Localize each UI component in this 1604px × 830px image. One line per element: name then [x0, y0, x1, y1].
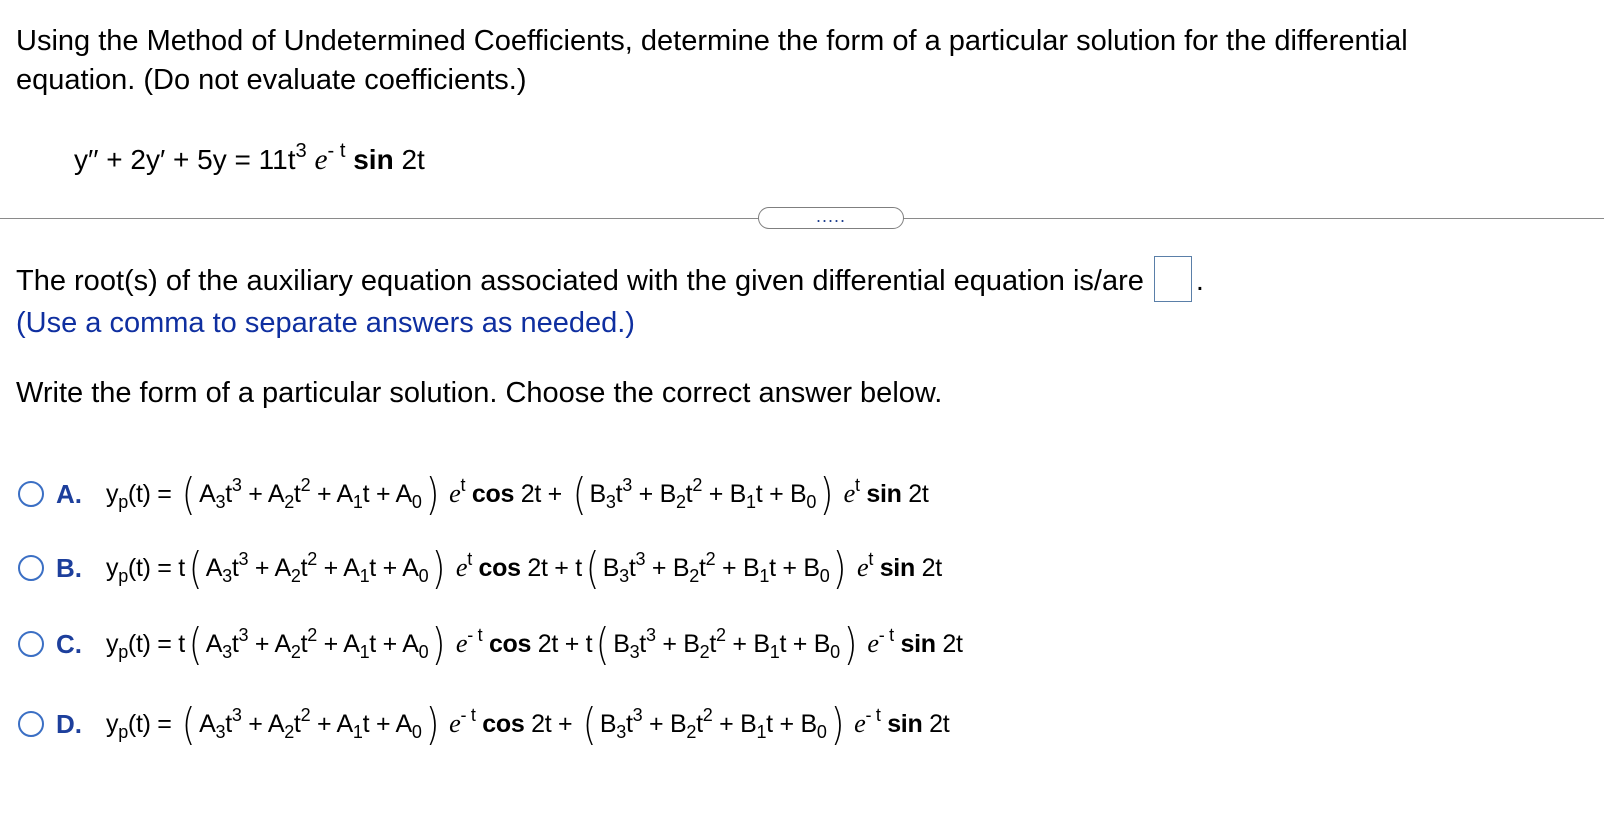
- coef-A0: A: [402, 630, 419, 658]
- plus-sign: +: [248, 710, 263, 738]
- coef-sub: 3: [619, 565, 629, 586]
- coef-A3: A: [199, 480, 216, 508]
- plus-sign: +: [382, 554, 397, 582]
- coef-A2: A: [274, 630, 291, 658]
- coef-A3: A: [205, 630, 223, 658]
- hint-text: (Use a comma to separate answers as needed.): [16, 307, 635, 339]
- exp-power: t: [868, 548, 874, 569]
- var-t: t: [698, 554, 706, 582]
- var-t: t: [755, 480, 763, 508]
- plus-sign: +: [792, 630, 808, 658]
- choice-letter-d: D.: [56, 708, 82, 739]
- var-t: t: [300, 630, 308, 658]
- coef-sub: 1: [769, 641, 780, 662]
- coef-B1: B: [740, 710, 757, 738]
- var-t: t: [615, 480, 623, 508]
- coef-sub: 2: [290, 565, 301, 586]
- plus-sign: +: [554, 554, 569, 582]
- exp-e: e: [449, 709, 461, 738]
- coef-sub: 2: [675, 491, 686, 512]
- coef-A1: A: [343, 630, 360, 658]
- question-roots: [16, 256, 1204, 302]
- power: 2: [300, 704, 311, 725]
- choice-expr-a: $y_p(t)$ = ( $A_3t^3 + A_2t^2 + A_1t + A_0$) $e^t$ cos 2t + ( $B_3t^3 + B_2t^2 + B_1t + B_0$) $e^t$ sin 2t: [106, 469, 929, 520]
- coef-B3: B: [589, 480, 606, 508]
- coef-B0: B: [790, 480, 807, 508]
- choice-letter-c: C.: [56, 628, 82, 659]
- yp-arg: (t) =: [127, 710, 172, 738]
- sin-fn: sin: [887, 710, 923, 738]
- yp-sub: p: [118, 721, 128, 742]
- var-t: t: [231, 554, 239, 582]
- equation-t-exponent: 3: [295, 139, 307, 162]
- coef-sub: 2: [699, 641, 710, 662]
- prompt-text: [16, 22, 1586, 100]
- cos-fn: cos: [482, 710, 525, 738]
- var-t: t: [625, 710, 633, 738]
- choice-a[interactable]: [18, 469, 929, 520]
- var-t: t: [709, 630, 717, 658]
- sin-fn: sin: [866, 480, 902, 508]
- coef-sub: 3: [616, 721, 626, 742]
- var-t: t: [639, 630, 646, 658]
- coef-sub: 3: [215, 491, 226, 512]
- var-t: t: [369, 630, 376, 658]
- coef-A3: A: [199, 710, 216, 738]
- power: 3: [231, 704, 242, 725]
- choice-letter-b: B.: [56, 552, 82, 583]
- var-t: t: [231, 630, 239, 658]
- power: 3: [238, 624, 249, 645]
- coef-sub: 1: [759, 565, 770, 586]
- coef-B0: B: [813, 630, 831, 658]
- power: 3: [622, 474, 632, 495]
- plus-sign: +: [662, 630, 677, 658]
- coef-B3: B: [599, 710, 617, 738]
- trig-arg: 2t: [908, 480, 929, 508]
- var-t: t: [779, 630, 787, 658]
- power: 2: [300, 474, 311, 495]
- power: 2: [692, 474, 703, 495]
- equation-trig-arg: 2t: [401, 144, 425, 175]
- yp: y: [106, 710, 119, 738]
- var-t: t: [293, 480, 301, 508]
- plus-sign: +: [769, 480, 784, 508]
- coef-sub: 3: [629, 641, 640, 662]
- var-t: t: [696, 710, 703, 738]
- coef-sub: 3: [215, 721, 226, 742]
- choice-c[interactable]: [18, 619, 963, 670]
- var-t: t: [293, 710, 301, 738]
- coef-sub: 2: [284, 491, 294, 512]
- coef-A2: A: [267, 480, 285, 508]
- trig-arg: 2t: [520, 480, 541, 508]
- radio-b[interactable]: [18, 555, 44, 581]
- var-t: t: [766, 710, 773, 738]
- power: 3: [231, 474, 242, 495]
- cos-fn: cos: [478, 554, 521, 582]
- exp-e: e: [854, 709, 866, 738]
- prefix-t: t: [575, 554, 582, 582]
- yp-arg: (t) =: [127, 480, 172, 508]
- coef-sub: 0: [816, 721, 827, 742]
- expand-button[interactable]: .....: [758, 207, 904, 229]
- power: 3: [635, 548, 646, 569]
- coef-sub: 1: [352, 491, 363, 512]
- plus-sign: +: [375, 710, 391, 738]
- coef-B2: B: [683, 630, 700, 658]
- plus-sign: +: [651, 554, 667, 582]
- coef-sub: 0: [418, 565, 429, 586]
- question-roots-text: The root(s) of the auxiliary equation associated with the given differential equation is/are: [16, 265, 1144, 297]
- choice-expr-d: $y_p(t)$ = ( $A_3t^3 + A_2t^2 + A_1t + A_0$) $e^{- t}$ cos 2t + ( $B_3t^3 + B_2t^2 + B_1t + B_0$) $e^{- t}$ sin 2t: [106, 699, 950, 750]
- coef-B3: B: [602, 554, 620, 582]
- yp-arg: (t) =: [127, 554, 172, 582]
- differential-equation: [74, 140, 425, 180]
- coef-sub: 1: [359, 641, 370, 662]
- var-t: t: [362, 480, 370, 508]
- var-t: t: [369, 554, 376, 582]
- prefix-t: t: [178, 554, 185, 582]
- coef-B2: B: [672, 554, 690, 582]
- plus-sign: +: [254, 630, 270, 658]
- trig-arg: 2t: [531, 710, 552, 738]
- power: 3: [632, 704, 643, 725]
- equation-e: e: [314, 144, 328, 176]
- coef-A2: A: [274, 554, 291, 582]
- power: 2: [716, 624, 726, 645]
- plus-sign: +: [779, 710, 794, 738]
- coef-B1: B: [753, 630, 770, 658]
- exp-e: e: [856, 553, 869, 582]
- plus-sign: +: [248, 480, 263, 508]
- var-t: t: [685, 480, 693, 508]
- prefix-t: t: [585, 630, 593, 658]
- plus-sign: +: [722, 554, 737, 582]
- question-particular-solution: Write the form of a particular solution. Choose the correct answer below.: [16, 377, 943, 409]
- plus-sign: +: [638, 480, 653, 508]
- exp-power: - t: [467, 624, 483, 645]
- yp-sub: p: [118, 565, 128, 586]
- sin-fn: sin: [879, 554, 915, 582]
- power: 3: [645, 624, 656, 645]
- choice-b[interactable]: [18, 543, 942, 594]
- choice-d[interactable]: [18, 699, 950, 750]
- exp-e: e: [867, 629, 879, 658]
- roots-answer-input[interactable]: [1154, 256, 1192, 302]
- trig-arg: 2t: [537, 630, 559, 658]
- coef-A1: A: [336, 710, 353, 738]
- trig-arg: 2t: [929, 710, 950, 738]
- exp-power: - t: [460, 704, 476, 725]
- coef-A0: A: [402, 554, 419, 582]
- trig-arg: 2t: [942, 630, 963, 658]
- prompt-line-1: Using the Method of Undetermined Coefficients, determine the form of a particular solution for the differential: [16, 25, 1408, 57]
- choice-expr-c: $y_p(t) = t$( $A_3t^3 + A_2t^2 + A_1t + A_0$) $e^{- t}$ cos 2t + t( $B_3t^3 + B_2t^2 + B_1t + B_0$) $e^{- t}$ sin 2t: [106, 619, 963, 670]
- coef-sub: 2: [284, 721, 294, 742]
- sin-fn: sin: [900, 630, 936, 658]
- power: 2: [705, 548, 716, 569]
- plus-sign: +: [649, 710, 664, 738]
- exp-power: t: [467, 548, 472, 569]
- coef-sub: 1: [359, 565, 370, 586]
- power: 2: [307, 548, 317, 569]
- coef-B0: B: [800, 710, 817, 738]
- plus-sign: +: [708, 480, 724, 508]
- plus-sign: +: [316, 480, 332, 508]
- prompt-line-2: equation. (Do not evaluate coefficients.): [16, 64, 527, 96]
- exp-e: e: [449, 479, 461, 508]
- yp: y: [106, 480, 119, 508]
- plus-sign: +: [254, 554, 270, 582]
- coef-sub: 0: [830, 641, 840, 662]
- plus-sign: +: [382, 630, 397, 658]
- cos-fn: cos: [488, 630, 532, 658]
- coef-sub: 0: [418, 641, 429, 662]
- equation-trig: sin: [353, 144, 394, 175]
- cos-fn: cos: [471, 480, 515, 508]
- plus-sign: +: [782, 554, 797, 582]
- coef-sub: 0: [819, 565, 830, 586]
- plus-sign: +: [316, 710, 332, 738]
- exp-e: e: [455, 629, 468, 658]
- var-t: t: [769, 554, 776, 582]
- coef-sub: 1: [352, 721, 363, 742]
- yp-arg: (t) =: [127, 630, 172, 658]
- coef-A2: A: [267, 710, 285, 738]
- var-t: t: [300, 554, 308, 582]
- yp-sub: p: [118, 641, 128, 662]
- plus-sign: +: [564, 630, 580, 658]
- coef-B0: B: [803, 554, 820, 582]
- coef-B1: B: [729, 480, 747, 508]
- exp-power: - t: [865, 704, 881, 725]
- exp-power: t: [855, 474, 860, 495]
- power: 2: [702, 704, 713, 725]
- coef-B2: B: [669, 710, 687, 738]
- coef-A1: A: [343, 554, 360, 582]
- power: 3: [238, 548, 249, 569]
- yp: y: [106, 554, 119, 582]
- coef-sub: 1: [756, 721, 767, 742]
- plus-sign: +: [719, 710, 734, 738]
- var-t: t: [628, 554, 636, 582]
- coef-A3: A: [205, 554, 223, 582]
- exp-power: t: [460, 474, 466, 495]
- coef-A0: A: [395, 480, 412, 508]
- yp-sub: p: [118, 491, 128, 512]
- plus-sign: +: [323, 554, 338, 582]
- coef-sub: 1: [746, 491, 756, 512]
- coef-B3: B: [613, 630, 630, 658]
- choice-expr-b: $y_p(t) = t$( $A_3t^3 + A_2t^2 + A_1t + A_0$) $e^t$ cos 2t + t( $B_3t^3 + B_2t^2 + B_1t + B_0$) $e^t$ sin 2t: [106, 543, 942, 594]
- plus-sign: +: [323, 630, 338, 658]
- exp-e: e: [843, 479, 856, 508]
- radio-d[interactable]: [18, 711, 44, 737]
- coef-sub: 3: [222, 641, 232, 662]
- exp-power: - t: [878, 624, 894, 645]
- coef-sub: 3: [222, 565, 232, 586]
- coef-B2: B: [659, 480, 676, 508]
- equation-lhs: y′′ + 2y′ + 5y = 11t: [74, 144, 296, 175]
- coef-sub: 2: [686, 721, 697, 742]
- radio-a[interactable]: [18, 481, 44, 507]
- plus-sign: +: [547, 480, 562, 508]
- plus-sign: +: [732, 630, 747, 658]
- coef-A0: A: [395, 710, 412, 738]
- plus-sign: +: [558, 710, 573, 738]
- coef-sub: 0: [411, 491, 422, 512]
- power: 2: [307, 624, 317, 645]
- var-t: t: [362, 710, 370, 738]
- prefix-t: t: [178, 630, 185, 658]
- coef-sub: 0: [806, 491, 817, 512]
- coef-sub: 3: [605, 491, 616, 512]
- trig-arg: 2t: [527, 554, 548, 582]
- coef-sub: 2: [290, 641, 301, 662]
- exp-e: e: [455, 553, 468, 582]
- choice-letter-a: A.: [56, 478, 82, 509]
- coef-sub: 2: [689, 565, 699, 586]
- coef-sub: 0: [411, 721, 422, 742]
- coef-B1: B: [742, 554, 760, 582]
- plus-sign: +: [375, 480, 391, 508]
- yp: y: [106, 630, 119, 658]
- trig-arg: 2t: [921, 554, 942, 582]
- equation-e-exponent: - t: [327, 139, 346, 162]
- radio-c[interactable]: [18, 631, 44, 657]
- var-t: t: [225, 710, 232, 738]
- coef-A1: A: [336, 480, 353, 508]
- var-t: t: [225, 480, 232, 508]
- question-roots-period: .: [1195, 265, 1204, 297]
